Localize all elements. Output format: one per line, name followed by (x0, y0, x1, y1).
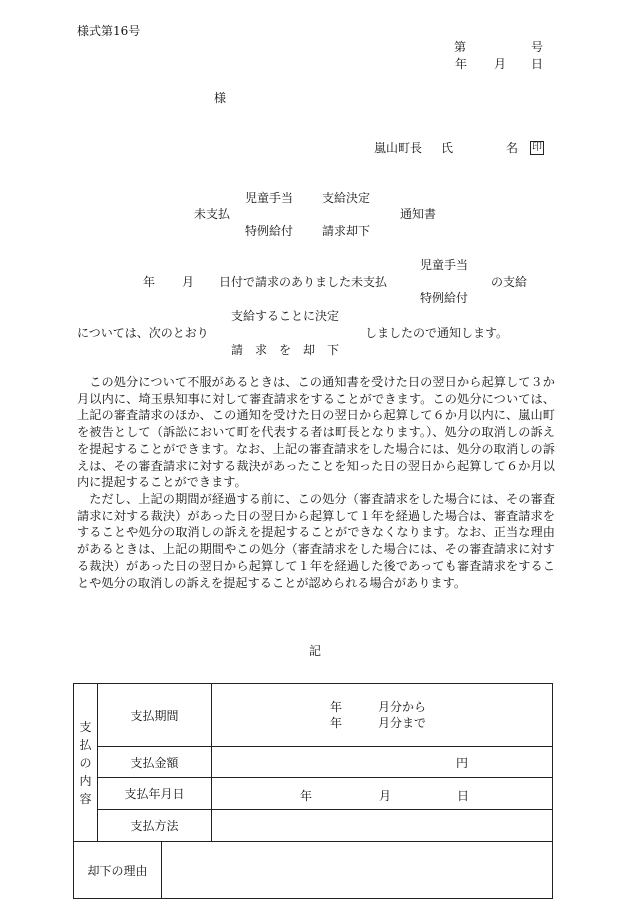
sender-title: 嵐山町長 (374, 141, 423, 155)
value-rejection-reason (162, 842, 553, 899)
pay-month-label: 月 (379, 789, 392, 803)
pay-day-label: 日 (457, 789, 470, 803)
date-day-label: 日 (531, 57, 544, 71)
side-char: の (79, 755, 92, 770)
side-char: 払 (79, 737, 92, 752)
side-char: 容 (79, 791, 92, 806)
label-payment-method: 支払方法 (98, 810, 212, 842)
side-label (74, 684, 98, 842)
pay-year-label: 年 (300, 789, 313, 803)
payment-table (73, 683, 553, 842)
title-special-benefit: 特例給付 (245, 224, 294, 238)
label-payment-amount: 支払金額 (98, 747, 212, 778)
title-request-rejection: 請求却下 (322, 224, 371, 238)
number-label-prefix: 第 (454, 40, 467, 54)
body-payment-of: の支給 (491, 275, 528, 289)
body-year-label: 年 (143, 275, 156, 289)
value-payment-method (212, 810, 553, 842)
rejection-table (73, 841, 553, 899)
body-special-benefit: 特例給付 (420, 291, 469, 305)
title-unpaid: 未支払 (194, 207, 231, 221)
appeal-paragraph-1: この処分について不服があるときは、この通知書を受けた日の翌日から起算して３か月以内に、埼玉県知事に対して審査請求をすることができます。この処分については、上記の審査請求のほか、この通知を受けた日の翌日から起算して６か月以内に、嵐山町を被告として（訴訟において町を代表する者は町長となります。）、処分の取消しの訴えを提起することができます。なお、上記の審査請求をした場合には、処分の取消しの訴えは、その審査請求に対する裁決があったことを知った日の翌日から起算して６か月以内に提起することができます。 (77, 375, 555, 490)
appeal-paragraph-2: ただし、上記の期間が経過する前に、この処分（審査請求をした場合には、その審査請求に対する裁決）があった日の翌日から起算して１年を経過した場合は、審査請求をすることや処分の取消しの訴えを提起することができなくなります。なお、正当な理由があるときは、上記の期間やこの処分（審査請求をした場合には、その審査請求に対する裁決）があった日の翌日から起算して１年を経過した後であっても審査請求をすることや処分の取消しの訴えを提起することが認められる場合があります。 (77, 492, 555, 590)
side-char: 内 (79, 773, 92, 788)
side-char: 支 (79, 719, 92, 734)
body-reject: 請 求 を 却 下 (231, 343, 340, 357)
seal-mark (530, 140, 544, 155)
value-payment-amount (212, 747, 553, 778)
body-line-end: しましたので通知します。 (365, 326, 509, 340)
label-rejection-reason: 却下の理由 (74, 842, 162, 899)
title-child-allowance: 児童手当 (245, 191, 294, 205)
period-to: 年 月分まで (330, 716, 427, 730)
ki-heading: 記 (309, 644, 322, 658)
label-payment-date: 支払年月日 (98, 778, 212, 810)
value-payment-period (212, 684, 553, 747)
date-year-label: 年 (455, 57, 468, 71)
label-payment-period: 支払期間 (98, 684, 212, 747)
date-month-label: 月 (494, 57, 507, 71)
period-from: 年 月分から (330, 700, 427, 714)
body-decided: 支給することに決定 (231, 309, 340, 323)
yen-unit: 円 (456, 755, 469, 770)
form-number: 様式第16号 (77, 24, 141, 38)
title-payment-decision: 支給決定 (322, 191, 371, 205)
recipient-honorific: 様 (214, 91, 227, 105)
sender-shi: 氏 (441, 141, 454, 155)
value-payment-date (212, 778, 553, 810)
sender-mei: 名 (506, 141, 519, 155)
body-month-label: 月 (182, 275, 195, 289)
body-line-start: については、次のとおり (77, 326, 209, 340)
title-notice: 通知書 (400, 207, 437, 221)
number-label-suffix: 号 (531, 40, 544, 54)
body-request-text: 日付で請求のありました未支払 (219, 275, 388, 289)
body-child-allowance: 児童手当 (420, 258, 469, 272)
seal-icon: 印 (532, 142, 542, 153)
